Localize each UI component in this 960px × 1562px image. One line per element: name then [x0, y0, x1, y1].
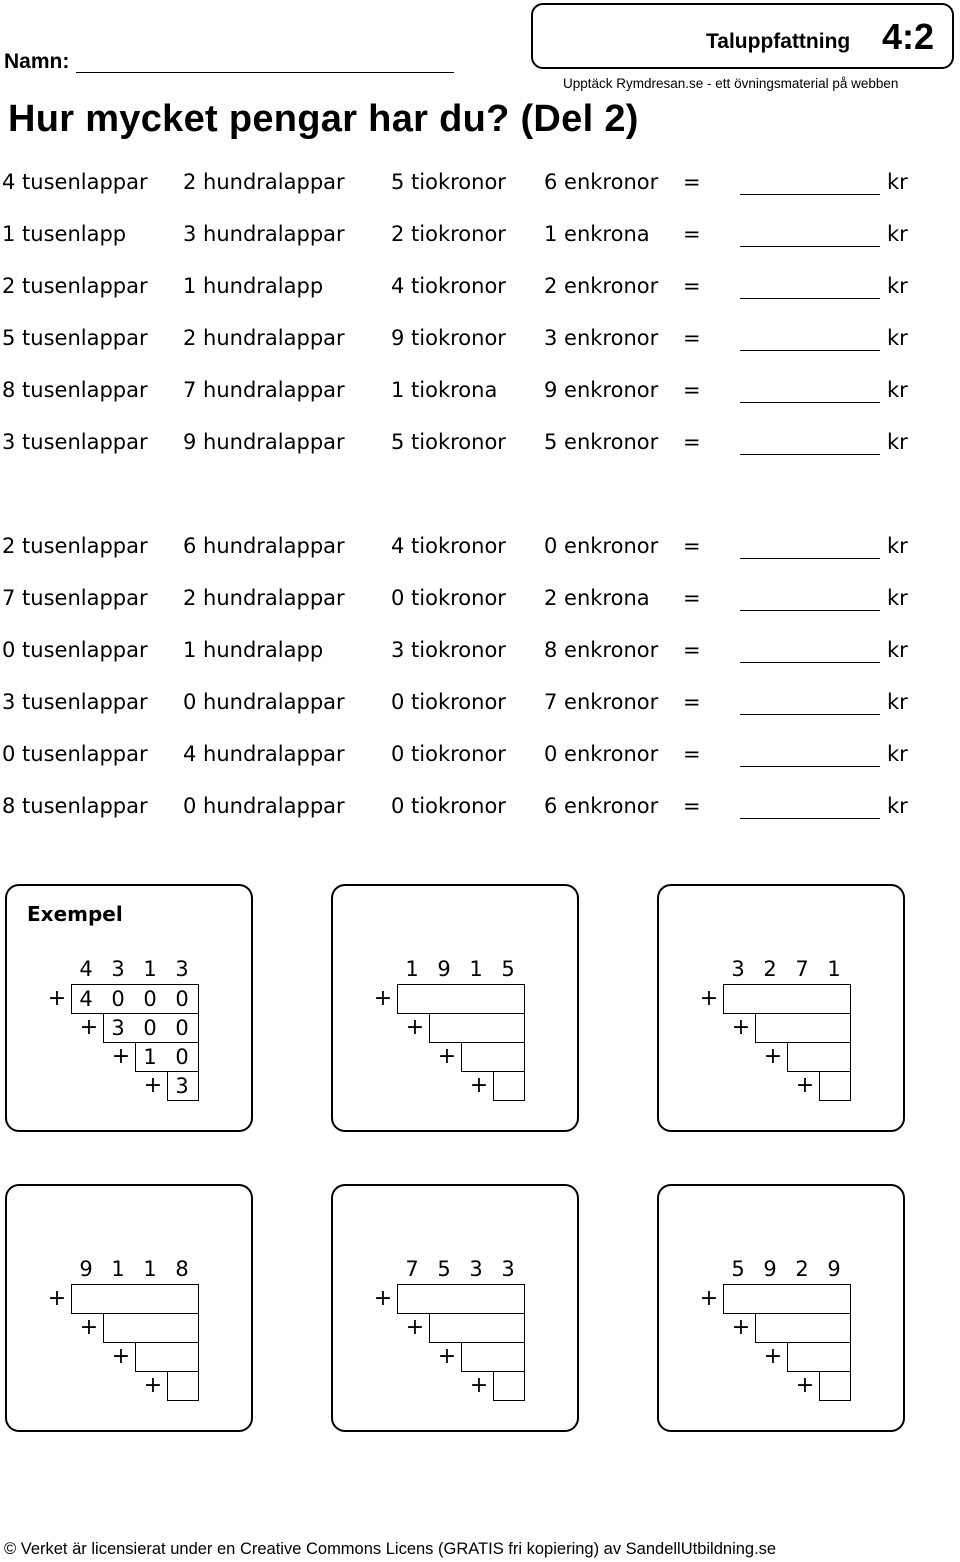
exercise-hundreds: 4 hundralappar: [183, 742, 345, 766]
answer-box[interactable]: [723, 1284, 851, 1314]
answer-line[interactable]: [740, 714, 880, 715]
answer-box[interactable]: [787, 1342, 851, 1372]
page-title: Hur mycket pengar har du? (Del 2): [8, 98, 639, 140]
exercise-hundreds: 7 hundralappar: [183, 378, 345, 402]
answer-line[interactable]: [740, 454, 880, 455]
answer-box[interactable]: [787, 1042, 851, 1072]
answer-box[interactable]: [461, 1042, 525, 1072]
number-digit: 1: [143, 957, 157, 981]
exercise-hundreds: 9 hundralappar: [183, 430, 345, 454]
exercise-thousands: 2 tusenlappar: [2, 274, 148, 298]
exercise-unit: kr: [887, 170, 908, 194]
exercise-ones: 2 enkronor: [544, 274, 659, 298]
exercise-ones: 1 enkrona: [544, 222, 650, 246]
answer-line[interactable]: [740, 402, 880, 403]
exercise-thousands: 0 tusenlappar: [2, 638, 148, 662]
exercise-equals: =: [683, 794, 701, 818]
number-digit: 9: [763, 1257, 777, 1281]
exercise-ones: 0 enkronor: [544, 534, 659, 558]
number-digit: 7: [405, 1257, 419, 1281]
topic-code: 4:2: [882, 16, 935, 57]
exercise-hundreds: 6 hundralappar: [183, 534, 345, 558]
exercise-thousands: 3 tusenlappar: [2, 430, 148, 454]
exercise-tens: 0 tiokronor: [391, 586, 506, 610]
exercise-unit: kr: [887, 274, 908, 298]
exercise-unit: kr: [887, 794, 908, 818]
exercise-equals: =: [683, 638, 701, 662]
number-digit: 2: [763, 957, 777, 981]
license-footer: © Verket är licensierat under en Creative Commons Licens (GRATIS fri kopiering) av SandellUtbildning.se: [4, 1540, 777, 1558]
number-digit: 7: [795, 957, 809, 981]
addition-card: [331, 1184, 579, 1432]
exercise-tens: 0 tiokronor: [391, 794, 506, 818]
exercise-thousands: 7 tusenlappar: [2, 586, 148, 610]
exercise-ones: 2 enkrona: [544, 586, 650, 610]
exercise-thousands: 8 tusenlappar: [2, 794, 148, 818]
number-digit: 1: [111, 1257, 125, 1281]
exercise-tens: 2 tiokronor: [391, 222, 506, 246]
plus-sign: +: [79, 1315, 99, 1340]
exercise-hundreds: 0 hundralappar: [183, 794, 345, 818]
number-digit: 5: [437, 1257, 451, 1281]
plus-sign: +: [763, 1344, 783, 1369]
answer-line[interactable]: [740, 766, 880, 767]
exercise-hundreds: 2 hundralappar: [183, 586, 345, 610]
plus-sign: +: [763, 1044, 783, 1069]
number-digit: 9: [437, 957, 451, 981]
box-digit: 0: [143, 1016, 157, 1040]
plus-sign: +: [47, 986, 67, 1011]
number-digit: 4: [79, 957, 93, 981]
answer-box[interactable]: [397, 984, 525, 1014]
exercise-equals: =: [683, 378, 701, 402]
exercise-hundreds: 2 hundralappar: [183, 170, 345, 194]
box-digit: 0: [175, 1045, 189, 1069]
plus-sign: +: [111, 1344, 131, 1369]
answer-box[interactable]: [819, 1371, 851, 1401]
name-input-line[interactable]: [76, 72, 454, 73]
exercise-thousands: 5 tusenlappar: [2, 326, 148, 350]
addition-card: [331, 884, 579, 1132]
exercise-tens: 5 tiokronor: [391, 430, 506, 454]
exercise-unit: kr: [887, 638, 908, 662]
plus-sign: +: [437, 1344, 457, 1369]
answer-line[interactable]: [740, 194, 880, 195]
exercise-thousands: 4 tusenlappar: [2, 170, 148, 194]
number-digit: 3: [175, 957, 189, 981]
exercise-unit: kr: [887, 690, 908, 714]
answer-box[interactable]: [819, 1071, 851, 1101]
box-digit: 0: [111, 987, 125, 1011]
number-digit: 9: [79, 1257, 93, 1281]
plus-sign: +: [437, 1044, 457, 1069]
plus-sign: +: [143, 1373, 163, 1398]
answer-box[interactable]: [755, 1313, 851, 1343]
exercise-equals: =: [683, 430, 701, 454]
website-subtitle: Upptäck Rymdresan.se - ett övningsmaterial på webben: [563, 76, 899, 91]
answer-box[interactable]: [71, 1284, 199, 1314]
answer-box[interactable]: [723, 984, 851, 1014]
answer-box[interactable]: [429, 1013, 525, 1043]
answer-box[interactable]: [493, 1371, 525, 1401]
answer-line[interactable]: [740, 662, 880, 663]
box-digit: 3: [175, 1074, 189, 1098]
exercise-ones: 0 enkronor: [544, 742, 659, 766]
exercise-tens: 9 tiokronor: [391, 326, 506, 350]
exercise-equals: =: [683, 274, 701, 298]
card-label: Exempel: [27, 902, 123, 926]
exercise-equals: =: [683, 170, 701, 194]
exercise-unit: kr: [887, 430, 908, 454]
number-digit: 2: [795, 1257, 809, 1281]
box-digit: 1: [143, 1045, 157, 1069]
number-digit: 9: [827, 1257, 841, 1281]
exercise-tens: 5 tiokronor: [391, 170, 506, 194]
addition-card: [657, 1184, 905, 1432]
exercise-tens: 1 tiokrona: [391, 378, 498, 402]
exercise-tens: 0 tiokronor: [391, 690, 506, 714]
exercise-ones: 6 enkronor: [544, 794, 659, 818]
box-digit: 0: [143, 987, 157, 1011]
addition-card: [657, 884, 905, 1132]
answer-box[interactable]: [167, 1371, 199, 1401]
number-digit: 8: [175, 1257, 189, 1281]
box-digit: 0: [175, 987, 189, 1011]
exercise-equals: =: [683, 326, 701, 350]
exercise-ones: 9 enkronor: [544, 378, 659, 402]
box-digit: 3: [111, 1016, 125, 1040]
answer-line[interactable]: [740, 610, 880, 611]
number-digit: 3: [731, 957, 745, 981]
plus-sign: +: [47, 1286, 67, 1311]
answer-line[interactable]: [740, 558, 880, 559]
number-digit: 1: [143, 1257, 157, 1281]
number-digit: 1: [469, 957, 483, 981]
exercise-unit: kr: [887, 534, 908, 558]
answer-box[interactable]: [755, 1013, 851, 1043]
number-digit: 1: [405, 957, 419, 981]
exercise-tens: 0 tiokronor: [391, 742, 506, 766]
exercise-thousands: 3 tusenlappar: [2, 690, 148, 714]
exercise-hundreds: 1 hundralapp: [183, 274, 324, 298]
answer-line[interactable]: [740, 818, 880, 819]
addition-card: [5, 1184, 253, 1432]
plus-sign: +: [405, 1015, 425, 1040]
box-digit: 0: [175, 1016, 189, 1040]
exercise-unit: kr: [887, 586, 908, 610]
exercise-tens: 3 tiokronor: [391, 638, 506, 662]
exercise-equals: =: [683, 690, 701, 714]
exercise-equals: =: [683, 222, 701, 246]
exercise-thousands: 1 tusenlapp: [2, 222, 127, 246]
plus-sign: +: [731, 1315, 751, 1340]
exercise-tens: 4 tiokronor: [391, 274, 506, 298]
exercise-equals: =: [683, 534, 701, 558]
number-digit: 1: [827, 957, 841, 981]
number-digit: 3: [111, 957, 125, 981]
number-digit: 5: [731, 1257, 745, 1281]
answer-box[interactable]: [461, 1342, 525, 1372]
exercise-thousands: 0 tusenlappar: [2, 742, 148, 766]
plus-sign: +: [469, 1073, 489, 1098]
plus-sign: +: [405, 1315, 425, 1340]
box-digit: 4: [79, 987, 93, 1011]
answer-line[interactable]: [740, 246, 880, 247]
plus-sign: +: [373, 1286, 393, 1311]
plus-sign: +: [373, 986, 393, 1011]
plus-sign: +: [731, 1015, 751, 1040]
number-digit: 3: [501, 1257, 515, 1281]
answer-box[interactable]: [135, 1342, 199, 1372]
plus-sign: +: [143, 1073, 163, 1098]
name-label: Namn:: [4, 50, 70, 73]
plus-sign: +: [469, 1373, 489, 1398]
exercise-hundreds: 1 hundralapp: [183, 638, 324, 662]
exercise-ones: 7 enkronor: [544, 690, 659, 714]
plus-sign: +: [795, 1373, 815, 1398]
exercise-unit: kr: [887, 326, 908, 350]
exercise-unit: kr: [887, 222, 908, 246]
exercise-ones: 5 enkronor: [544, 430, 659, 454]
exercise-hundreds: 0 hundralappar: [183, 690, 345, 714]
answer-box[interactable]: [429, 1313, 525, 1343]
exercise-thousands: 2 tusenlappar: [2, 534, 148, 558]
exercise-ones: 3 enkronor: [544, 326, 659, 350]
addition-card: [5, 884, 253, 1132]
answer-line[interactable]: [740, 350, 880, 351]
answer-line[interactable]: [740, 298, 880, 299]
exercise-unit: kr: [887, 742, 908, 766]
exercise-unit: kr: [887, 378, 908, 402]
answer-box[interactable]: [397, 1284, 525, 1314]
number-digit: 5: [501, 957, 515, 981]
exercise-hundreds: 3 hundralappar: [183, 222, 345, 246]
exercise-thousands: 8 tusenlappar: [2, 378, 148, 402]
exercise-hundreds: 2 hundralappar: [183, 326, 345, 350]
answer-box[interactable]: [493, 1071, 525, 1101]
exercise-ones: 8 enkronor: [544, 638, 659, 662]
plus-sign: +: [699, 986, 719, 1011]
plus-sign: +: [111, 1044, 131, 1069]
plus-sign: +: [79, 1015, 99, 1040]
exercise-tens: 4 tiokronor: [391, 534, 506, 558]
plus-sign: +: [795, 1073, 815, 1098]
number-digit: 3: [469, 1257, 483, 1281]
answer-box[interactable]: [103, 1313, 199, 1343]
topic-label: Taluppfattning: [706, 30, 851, 53]
exercise-equals: =: [683, 586, 701, 610]
exercise-equals: =: [683, 742, 701, 766]
plus-sign: +: [699, 1286, 719, 1311]
exercise-ones: 6 enkronor: [544, 170, 659, 194]
